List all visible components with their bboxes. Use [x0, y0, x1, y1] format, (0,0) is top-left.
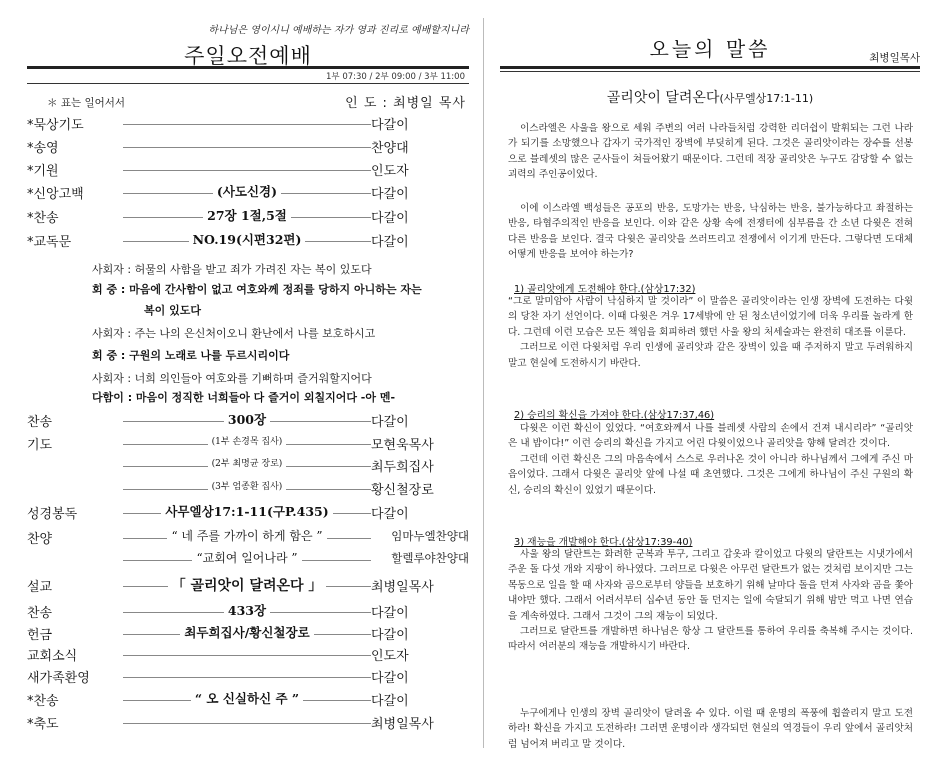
section-body	[508, 421, 913, 498]
order-item-label-text: 성경봉독	[27, 507, 78, 522]
responsive-line: 다함이 : 마음이 정직한 너희들아 다 즐거이 외칠지어다 -아 멘-	[92, 391, 396, 404]
order-item-detail-text: 「 골리앗이 달려온다 」	[168, 578, 327, 594]
author: 최병일목사	[869, 52, 920, 64]
order-item-detail-text: NO.19(시편32편)	[189, 232, 306, 247]
paragraph: 사울 왕의 달란트는 화려한 군복과 투구, 그리고 갑옷과 칼이었고 다윗의 달란트는 시냇가에서 주운 돌 다섯 개와 지팡이 하나였다. 그러므로 다윗은 아무런 달란트가 없는 것처럼 보이지만 그는 목동으로 일을 할 때 사자와 곰으로부터 양들을 보호하기 위해 날마다 돌을 던져 사자와 곰을 쫓아내야만 했다. 그래서 어려서부터 십수년 동안 돌 던지는 일에 숙달되기 위해 밤만 먹고 나면 연습을 계속하였다. 그래서 그것이 그의 재능이 되었다.	[508, 549, 913, 622]
divider-rule	[500, 71, 920, 72]
order-item-label	[27, 479, 122, 494]
order-item-detail-text: 433장	[224, 603, 270, 618]
sermon-title-text: 골리앗이 달려온다	[606, 90, 720, 106]
page-title: 오늘의 말씀	[649, 37, 771, 61]
sermon-reference: (사무엘상17:1-11)	[719, 92, 814, 105]
order-item-detail-text: (1부 손경목 집사)	[208, 437, 287, 447]
paragraph: 그런데 이런 확신은 그의 마음속에서 스스로 우러나온 것이 아니라 하나님께서 그에게 주신 마음이었다. 그래서 다윗은 골리앗 앞에 나설 때 초연했다. 그것은 그에게 하나님이 주신 구원의 확신, 승리의 확신이 있었기 때문이다.	[508, 453, 913, 496]
order-row	[27, 231, 469, 251]
order-item-detail	[123, 502, 371, 520]
standing-note: ＊ 표는 일어서서	[47, 97, 126, 109]
order-row	[27, 624, 469, 644]
order-item-label	[27, 207, 122, 226]
order-item-leader: 다갈이	[371, 415, 409, 430]
leader-line	[123, 170, 371, 171]
responsive-line: 사회자 : 너희 의인들아 여호와를 기뻐하며 즐거워할지어다	[92, 372, 372, 385]
responsive-line: 사회자 : 허물의 사함을 받고 죄가 가려진 자는 복이 있도다	[92, 263, 372, 276]
order-row	[27, 434, 469, 454]
order-item-label-text: 설교	[27, 580, 53, 595]
order-item-label	[27, 434, 122, 453]
order-item-detail-text: (2부 최명균 장로)	[208, 459, 287, 469]
section-heading: 3) 재능을 개발해야 한다.(삼상17:39-40)	[514, 537, 693, 548]
order-item-leader: 최병일목사	[371, 717, 434, 732]
order-item-leader: 최병일목사	[371, 580, 434, 595]
order-item-label	[27, 160, 122, 179]
order-item-label	[27, 576, 122, 595]
order-item-detail-text: 사무엘상17:1-11(구P.435)	[161, 504, 332, 519]
order-item-label-text: *교독문	[27, 235, 72, 250]
order-item-leader: 다갈이	[371, 507, 409, 522]
order-item-leader: 다갈이	[371, 187, 409, 202]
responsive-line: 회 중 : 마음에 간사함이 없고 여호와께 정죄를 당하지 아니하는 자는	[92, 283, 422, 296]
order-item-detail	[123, 433, 371, 448]
order-item-detail	[123, 689, 371, 707]
order-item-leader: 찬양대	[371, 141, 409, 156]
order-item-detail	[123, 455, 371, 470]
order-row	[27, 667, 469, 687]
intro-paragraph	[508, 121, 913, 183]
order-item-label-text: *기원	[27, 164, 59, 179]
order-row	[27, 576, 469, 596]
order-item-leader: 다갈이	[371, 118, 409, 133]
order-item-label	[27, 624, 122, 643]
order-item-label-text: *송영	[27, 141, 59, 156]
order-item-label-text: 찬양	[27, 532, 53, 547]
section-heading: 1) 골리앗에게 도전해야 한다.(삼상17:32)	[514, 284, 696, 295]
order-item-leader: 다갈이	[371, 211, 409, 226]
leader-line	[123, 723, 371, 724]
order-item-leader: 다갈이	[371, 606, 409, 621]
order-row	[27, 456, 469, 476]
leader-line	[123, 124, 371, 125]
paragraph: 그러므로 달란트를 개발하면 하나님은 항상 그 달란트를 통하여 우리를 축복해 주시는 것이다. 따라서 여러분의 재능을 개발하시기 바란다.	[508, 626, 913, 653]
divider-rule	[500, 66, 920, 69]
service-times: 1부 07:30 / 2부 09:00 / 3부 11:00	[326, 72, 465, 82]
order-item-leader: 다갈이	[371, 235, 409, 250]
order-item-label-text: 기도	[27, 438, 53, 453]
order-item-label-text: 찬송	[27, 415, 53, 430]
order-item-leader: 인도자	[371, 164, 409, 179]
order-item-label	[27, 456, 122, 471]
order-item-label-text: 헌금	[27, 628, 53, 643]
paragraph: 이스라엘은 사울을 왕으로 세워 주변의 여러 나라들처럼 강력한 리더쉽이 발휘되는 그런 나라가 되기를 소망했으나 갑자기 국가적인 장벽에 부딪히게 된다. 그것은 골리앗이라는 장수를 선봉으로 블레셋의 많은 군사들이 쳐들어왔기 때문이다. 그런데 적장 골리앗은 누구도 감당할 수 없는 괴력의 주인공이었다.	[508, 123, 913, 181]
order-item-label-text: 교회소식	[27, 649, 78, 664]
order-row	[27, 479, 469, 499]
presider: 인 도 : 최병일 목사	[345, 96, 466, 111]
order-row	[27, 528, 469, 548]
order-item-detail	[123, 206, 371, 224]
order-item-leader: 할렐루야찬양대	[391, 551, 469, 565]
order-item-leader: 황신철장로	[371, 483, 434, 498]
order-row	[27, 137, 469, 157]
order-item-label-text: *묵상기도	[27, 118, 84, 133]
order-item-leader: 인도자	[371, 649, 409, 664]
order-item-label	[27, 137, 122, 156]
order-item-leader: 다갈이	[371, 671, 409, 686]
order-item-detail-text: (3부 엄종환 집사)	[208, 482, 287, 492]
order-item-label	[27, 528, 122, 547]
order-item-detail	[123, 478, 371, 493]
order-item-label	[27, 690, 122, 709]
leader-line	[123, 655, 371, 656]
order-item-label-text: *찬송	[27, 211, 59, 226]
order-item-detail	[123, 549, 371, 566]
leader-line	[123, 677, 371, 678]
order-row	[27, 503, 469, 523]
order-item-label-text: 새가족환영	[27, 671, 90, 686]
order-item-detail	[123, 182, 371, 200]
order-item-label-text: 찬송	[27, 606, 53, 621]
motto: 하나님은 영이시니 예배하는 자가 영과 진리로 예배할지니라	[208, 25, 469, 36]
order-item-leader: 임마누엘찬양대	[391, 529, 469, 543]
order-item-label	[27, 602, 122, 621]
order-item-label	[27, 713, 122, 732]
order-item-label	[27, 411, 122, 430]
responsive-line: 복이 있도다	[144, 304, 201, 317]
paragraph: “그로 말미암아 사람이 낙심하지 말 것이라” 이 말씀은 골리앗이라는 인생 장벽에 도전하는 다윗의 당찬 자기 선언이다. 이때 다윗은 겨우 17세밖에 안 된 청소년이었기에 더욱 우리를 놀라게 한다. 그런데 이런 모습은 모든 책임을 회피하려 했던 사울 왕의 처세술과는 완전히 대조를 이룬다.	[508, 296, 913, 338]
order-item-detail	[123, 527, 371, 544]
order-item-detail	[123, 230, 371, 248]
section-body	[508, 294, 913, 371]
order-item-detail	[123, 601, 371, 619]
order-row	[27, 183, 469, 203]
order-item-detail-text: “ 오 신실하신 주 ”	[191, 691, 303, 706]
order-item-leader: 최두희집사	[371, 460, 434, 475]
order-item-label-text: *축도	[27, 717, 59, 732]
order-row	[27, 550, 469, 570]
page-divider	[483, 18, 484, 748]
order-item-label-text: *신앙고백	[27, 187, 84, 202]
order-item-leader: 모현욱목사	[371, 438, 434, 453]
responsive-line: 회 중 : 구원의 노래로 나를 두르시리이다	[92, 349, 290, 362]
divider-rule	[27, 83, 469, 84]
leader-line	[123, 147, 371, 148]
order-item-detail	[123, 410, 371, 428]
order-item-detail-text: 27장 1절,5절	[203, 208, 291, 223]
service-title: 주일오전예배	[184, 44, 312, 68]
paragraph: 다윗은 이런 확신이 있었다. “여호와께서 나를 블레셋 사람의 손에서 건져 내시리라” “골리앗은 내 밥이다!” 이런 승리의 확신을 가지고 어린 다윗이었으나 골리앗을 향해 달려간 것이다.	[508, 423, 913, 450]
order-item-detail-text: “ 네 주를 가까이 하게 함은 ”	[167, 529, 326, 543]
closing-paragraph	[508, 706, 913, 752]
order-item-detail-text: “교회여 일어나라 ”	[192, 551, 301, 565]
intro-paragraph	[508, 201, 913, 263]
order-item-label	[27, 114, 122, 133]
order-item-detail	[123, 575, 371, 595]
responsive-line: 사회자 : 주는 나의 은신처이오니 환난에서 나를 보호하시고	[92, 327, 376, 340]
divider-rule	[27, 66, 469, 69]
order-item-label	[27, 503, 122, 522]
order-row	[27, 114, 469, 134]
paragraph: 그러므로 이런 다윗처럼 우리 인생에 골리앗과 같은 장벽이 있을 때 주저하지 말고 두려워하지 말고 현실에 도전하시기 바란다.	[508, 342, 913, 369]
order-item-label	[27, 550, 122, 565]
order-of-worship	[27, 0, 469, 760]
order-item-label	[27, 667, 122, 686]
paragraph: 이에 이스라엘 백성들은 공포의 반응, 도망가는 반응, 낙심하는 반응, 불가능하다고 좌절하는 반응, 타협주의적인 반응을 보인다. 이와 같은 상황 속에 전쟁터에 심부름을 간 소년 다윗은 전혀 다른 반응을 보인다. 결국 다윗은 골리앗을 쓰러뜨리고 전쟁에서 이기게 만든다. 그렇다면 도대체 어떻게 반응을 보여야 하는가?	[508, 203, 913, 261]
order-row	[27, 690, 469, 710]
order-item-detail-text: 최두희집사/황신철장로	[180, 625, 313, 640]
order-row	[27, 602, 469, 622]
order-item-label	[27, 645, 122, 664]
order-item-label-text: *찬송	[27, 694, 59, 709]
order-row	[27, 645, 469, 665]
order-item-label	[27, 183, 122, 202]
order-item-detail	[123, 623, 371, 641]
paragraph: 누구에게나 인생의 장벽 골리앗이 달려올 수 있다. 이럴 때 운명의 폭풍에 휩쓸리지 말고 도전하라! 확신을 가지고 도전하라! 그러면 운명이라 생각되던 현실의 역경들이 우리 앞에서 골리앗처럼 넘어져 버리고 말 것이다.	[508, 708, 913, 750]
order-row	[27, 207, 469, 227]
order-row	[27, 713, 469, 733]
order-item-leader: 다갈이	[371, 694, 409, 709]
sermon-title	[500, 87, 920, 107]
order-item-detail-text: (사도신경)	[213, 184, 281, 199]
order-row	[27, 160, 469, 180]
order-item-detail-text: 300장	[224, 412, 270, 427]
order-row	[27, 411, 469, 431]
section-heading: 2) 승리의 확신을 가져야 한다.(삼상17:37,46)	[514, 410, 715, 421]
order-item-leader: 다갈이	[371, 628, 409, 643]
order-item-label	[27, 231, 122, 250]
todays-word	[500, 0, 920, 760]
section-body	[508, 547, 913, 655]
